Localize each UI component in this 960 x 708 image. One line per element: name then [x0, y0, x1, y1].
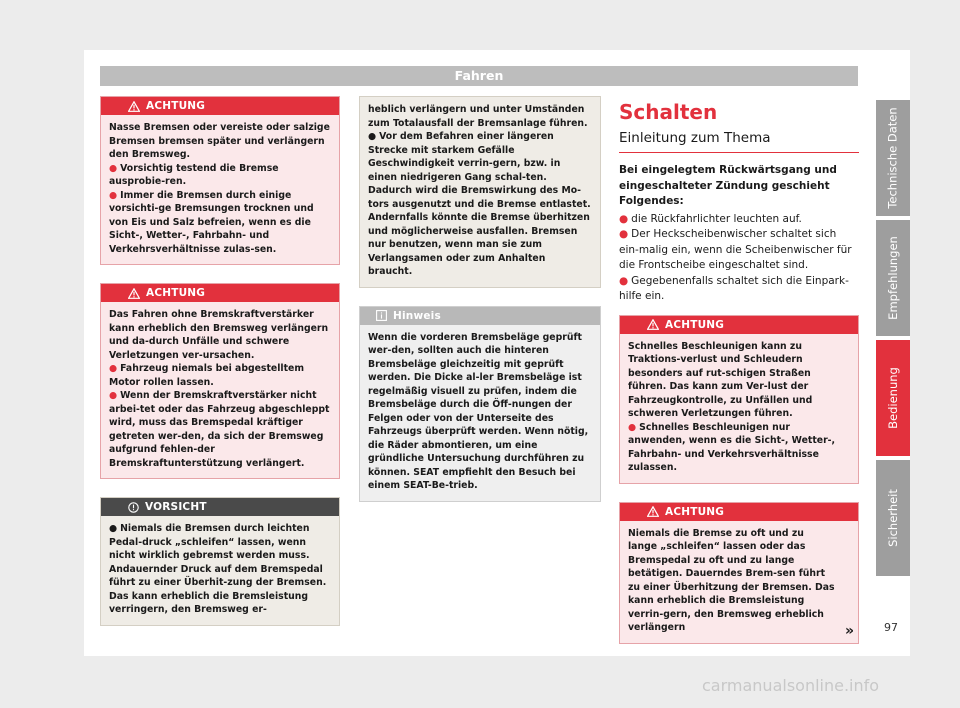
list-item: ● Vorsichtig testend die Bremse ausprobie-ren.	[109, 162, 279, 187]
warning-label: ACHTUNG	[146, 287, 206, 299]
warning-triangle-icon	[647, 506, 659, 517]
list-item: ● Immer die Bremsen durch einige vorsichti-ge Bremsungen trocknen und von Eis und Salz befreien, wenn es die Sicht-, Wetter-, Fahrbahn- und Verkehrsverhältnisse zulas-sen.	[109, 189, 314, 255]
warning-text: Niemals die Bremse zu oft und zu lange „schleifen“ lassen oder das Bremspedal zu oft und zu lange betätigen. Dauerndes Brem-sen führt zu einer Überhitzung der Bremsen. Das kann erheblich die Bremsleistung verrin-gern, den Bremsweg erheblich verlängern	[628, 527, 835, 633]
caution-label: VORSICHT	[145, 501, 207, 513]
list-item: ● Der Heckscheibenwischer schaltet sich ein-malig ein, wenn die Scheibenwischer für die Frontscheibe eingeschaltet sind.	[619, 228, 852, 271]
caution-box-header	[101, 498, 339, 516]
warning-body	[620, 334, 858, 483]
page-header: Fahren	[100, 66, 858, 86]
list-item: ● Fahrzeug niemals bei abgestelltem Motor rollen lassen.	[109, 363, 305, 388]
list-item: ● Gegebenenfalls schaltet sich die Einpark-hilfe ein.	[619, 274, 849, 302]
warning-label: ACHTUNG	[665, 318, 725, 331]
warning-box-header	[101, 284, 339, 302]
warning-box-brake-booster	[100, 283, 340, 479]
caution-box	[100, 497, 340, 626]
warning-box-wet-brakes	[100, 96, 340, 265]
list-item: ● Schnelles Beschleunigen nur anwenden, wenn es die Sicht-, Wetter-, Fahrbahn- und Verkehrsverhältnisse zulassen.	[628, 421, 836, 473]
caution-body	[360, 97, 600, 287]
warning-body	[620, 521, 858, 643]
watermark: carmanualsonline.info	[702, 676, 880, 695]
section-body	[619, 163, 859, 305]
tab-technische-daten[interactable]: Technische Daten	[876, 100, 910, 216]
warning-box-acceleration	[619, 315, 859, 484]
warning-intro: Nasse Bremsen oder vereiste oder salzige Bremsen bremsen später und verlängern den Bremsweg.	[109, 122, 330, 160]
list-item: ● die Rückfahrlichter leuchten auf.	[619, 212, 802, 225]
caution-circle-icon	[128, 502, 139, 513]
warning-box-header	[620, 503, 858, 521]
warning-box-header	[620, 316, 858, 334]
warning-box-header	[101, 97, 339, 115]
info-icon	[376, 310, 387, 321]
warning-label: ACHTUNG	[665, 505, 725, 518]
warning-triangle-icon	[647, 319, 659, 330]
tab-sicherheit[interactable]: Sicherheit	[876, 460, 910, 576]
list-item: ● Vor dem Befahren einer längeren Strecke mit starkem Gefälle Geschwindigkeit verrin-gern, bzw. in einen niedrigeren Gang schal-ten. Dadurch wird die Bremswirkung des Mo-tors ausgenutzt und die Bremse entlastet. Andernfalls könnte die Bremse überhitzen und möglicherweise ausfallen. Bremsen nur benutzen, wenn man sie zum Verlangsamen oder zum Anhalten braucht.	[368, 131, 591, 277]
column-right	[619, 96, 859, 662]
note-text: Wenn die vorderen Bremsbeläge geprüft wer-den, sollten auch die hinteren Bremsbeläge gleichzeitig mit geprüft werden. Die Dicke al-ler Bremsbeläge ist regelmäßig visuell zu prüfen, indem die Bremsbeläge durch die Öff-nungen der Felgen oder von der Unterseite des Fahrzeugs überprüft werden. Wenn nötig, die Räder abmontieren, um eine gründliche Untersuchung durchführen zu können. SEAT empfiehlt den Besuch bei einem SEAT-Be-trieb.	[368, 331, 589, 491]
tab-bedienung[interactable]: Bedienung	[876, 340, 910, 456]
section-intro: Bei eingelegtem Rückwärtsgang und eingeschalteter Zündung geschieht Folgendes:	[619, 164, 837, 207]
warning-body	[101, 115, 339, 264]
note-box-header	[360, 307, 600, 325]
note-body	[360, 325, 600, 501]
warning-triangle-icon	[128, 101, 140, 112]
warning-body	[101, 302, 339, 478]
warning-triangle-icon	[128, 288, 140, 299]
section-subtitle: Einleitung zum Thema	[619, 130, 859, 153]
side-tabs	[876, 100, 910, 580]
section-title: Schalten	[619, 100, 718, 124]
note-box	[359, 306, 601, 502]
caution-box-continued	[359, 96, 601, 288]
page-number: 97	[884, 621, 898, 634]
warning-label: ACHTUNG	[146, 100, 206, 112]
column-left	[100, 96, 340, 644]
note-label: Hinweis	[393, 309, 441, 322]
tab-empfehlungen[interactable]: Empfehlungen	[876, 220, 910, 336]
continued-arrow-icon: »	[844, 622, 854, 639]
warning-box-brake-drag	[619, 502, 859, 644]
caution-continuation: heblich verlängern und unter Umständen zum Totalausfall der Bremsanlage führen.	[368, 104, 588, 129]
column-middle	[359, 96, 601, 520]
warning-intro: Schnelles Beschleunigen kann zu Traktions-verlust und Schleudern besonders auf rut-schigen Straßen führen. Das kann zum Ver-lust der Fahrzeugkontrolle, zu Unfällen und schweren Verletzungen führen.	[628, 340, 813, 419]
list-item: ● Wenn der Bremskraftverstärker nicht arbei-tet oder das Fahrzeug abgeschleppt wird, muss das Bremspedal kräftiger getreten wer-den, da sich der Bremsweg aufgrund fehlen-der Bremskraftunterstützung verlängert.	[109, 390, 330, 469]
caution-body	[101, 516, 339, 625]
warning-intro: Das Fahren ohne Bremskraftverstärker kann erheblich den Bremsweg verlängern und da-durch Unfälle und schwere Verletzungen ver-ursachen.	[109, 309, 329, 361]
list-item: ● Niemals die Bremsen durch leichten Pedal-druck „schleifen“ lassen, wenn nicht wirklich gebremst werden muss. Andauernder Druck auf dem Bremspedal führt zu einer Überhit-zung der Bremsen. Das kann erheblich die Bremsleistung verringern, den Bremsweg er-	[109, 523, 327, 615]
